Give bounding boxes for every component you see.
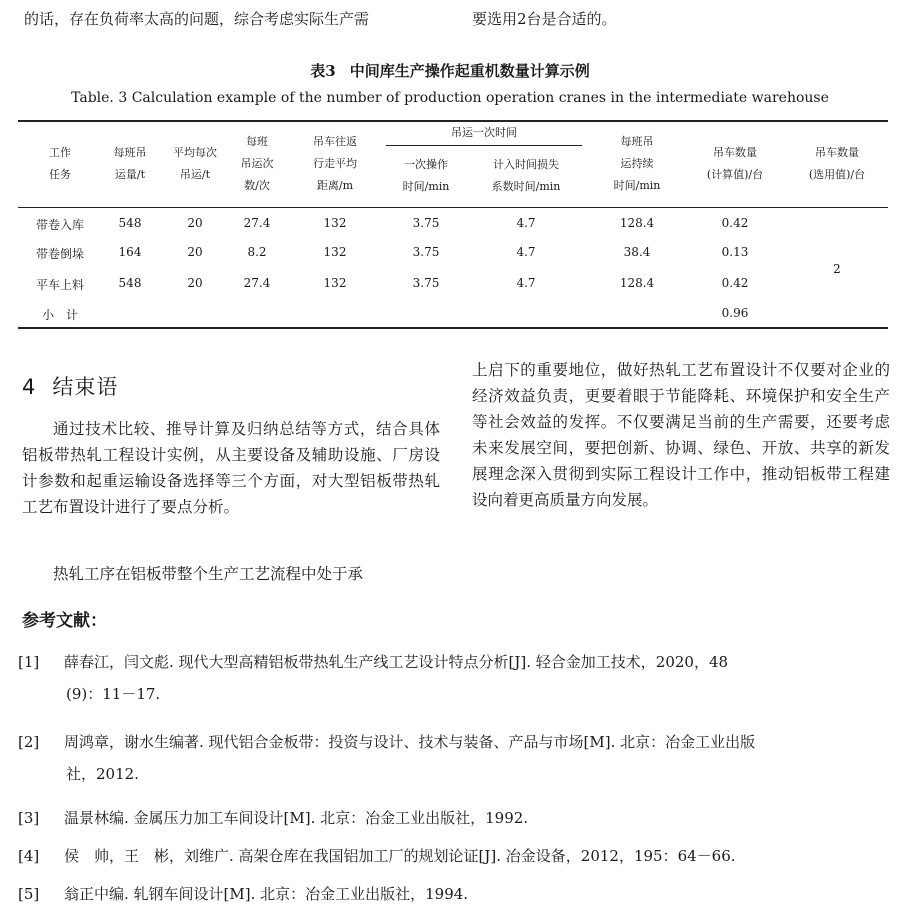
reference-item — [18, 802, 890, 834]
reference-number: [2] — [18, 733, 40, 751]
reference-item — [18, 840, 890, 872]
table-head-rule — [18, 207, 888, 208]
table-title-cn: 中间库生产操作起重机数量计算示例 — [349, 62, 590, 80]
cell-per-shift: 548 — [118, 216, 142, 230]
cell-task: 带卷入库 — [35, 218, 84, 232]
header-per-shift-lifts: 每班 吊运次 数/次 — [240, 135, 274, 192]
subtotal-calc: 0.96 — [721, 306, 749, 320]
top-text-right: 要选用2台是合适的。 — [472, 10, 617, 28]
references-title: 参考文献： — [22, 611, 107, 631]
paragraph-3: 上启下的重要地位，做好热轧工艺布置设计不仅要对企业的经济效益负责，更要着眼于节能降耗、环境保护和安全生产等社会效益的发挥。不仅要满足当前的生产需要，还要考虑未来发展空间，要把创新、协调、绿色、开放、共享的新发展理念深入贯彻到实际工程设计工作中，推动铝板带工程建设向着更高质量方向发展。 — [472, 361, 890, 509]
cell-calc: 0.42 — [721, 216, 749, 230]
cell-distance: 132 — [323, 245, 347, 259]
header-avg-distance: 吊车往返 行走平均 距离/m — [313, 135, 357, 192]
header-continuous-time: 每班吊 运持续 时间/min — [613, 135, 661, 192]
paragraph-2: 热轧工序在铝板带整个生产工艺流程中处于承 — [53, 565, 364, 583]
reference-number: [5] — [18, 885, 40, 903]
cell-lifts: 27.4 — [243, 216, 271, 230]
cell-lifts: 8.2 — [247, 245, 267, 259]
cell-loss-time: 4.7 — [516, 245, 536, 259]
reference-number: [4] — [18, 847, 40, 865]
cell-continuous: 128.4 — [619, 216, 655, 230]
cell-task: 带卷倒垛 — [35, 247, 84, 261]
cell-continuous: 38.4 — [623, 245, 651, 259]
cell-loss-time: 4.7 — [516, 216, 536, 230]
reference-continuation: (9)：11－17. — [66, 685, 161, 703]
table-label: 表3 — [310, 62, 336, 80]
cell-avg: 20 — [187, 245, 203, 259]
cell-loss-time: 4.7 — [516, 276, 536, 290]
header-task: 工作 任务 — [49, 146, 71, 181]
cell-continuous: 128.4 — [619, 276, 655, 290]
subtotal-label: 小 计 — [41, 308, 78, 322]
header-crane-selected: 吊车数量 (选用值)/台 — [808, 146, 866, 181]
table-group-rule — [386, 145, 582, 146]
table-bottom-rule — [18, 327, 888, 329]
cell-task: 平车上料 — [35, 278, 84, 292]
reference-text: 周鸿章，谢水生编著. 现代铝合金板带：投资与设计、技术与装备、产品与市场[M]. 北京：冶金工业出版 — [64, 733, 756, 751]
cell-avg: 20 — [187, 216, 203, 230]
header-per-shift-coils: 每班吊 运量/t — [113, 146, 147, 181]
cell-per-shift: 164 — [118, 245, 142, 259]
section-title — [22, 371, 118, 401]
section-number: 4 — [22, 375, 37, 399]
cell-op-time: 3.75 — [412, 276, 440, 290]
header-loss-time: 计入时间损失 系数时间/min — [491, 158, 561, 193]
cell-lifts: 27.4 — [243, 276, 271, 290]
reference-text: 薛春江，闫文彪. 现代大型高精铝板带热轧生产线工艺设计特点分析[J]. 轻合金加工技术，2020，48 — [64, 653, 729, 671]
reference-text: 温景林编. 金属压力加工车间设计[M]. 北京：冶金工业出版社，1992. — [64, 809, 529, 827]
cell-crane-selected: 2 — [833, 262, 841, 276]
cell-distance: 132 — [323, 276, 347, 290]
table-caption-cn — [0, 60, 900, 81]
header-op-time: 一次操作 时间/min — [402, 158, 450, 193]
cell-per-shift: 548 — [118, 276, 142, 290]
section-heading: 结束语 — [52, 375, 119, 399]
reference-continuation: 社，2012. — [66, 765, 139, 783]
cell-avg: 20 — [187, 276, 203, 290]
cell-distance: 132 — [323, 216, 347, 230]
reference-item — [18, 646, 890, 710]
reference-number: [1] — [18, 653, 40, 671]
reference-item — [18, 726, 890, 790]
header-one-lift-time-group: 吊运一次时间 — [451, 126, 517, 139]
reference-text: 翁正中编. 轧钢车间设计[M]. 北京：冶金工业出版社，1994. — [64, 885, 469, 903]
top-text-left: 的话，存在负荷率太高的问题，综合考虑实际生产需 — [24, 10, 370, 28]
header-avg-per-lift: 平均每次 吊运/t — [173, 146, 217, 181]
reference-number: [3] — [18, 809, 40, 827]
cell-op-time: 3.75 — [412, 216, 440, 230]
cell-calc: 0.42 — [721, 276, 749, 290]
cell-op-time: 3.75 — [412, 245, 440, 259]
reference-text: 侯 帅，王 彬，刘维广. 高架仓库在我国铝加工厂的规划论证[J]. 冶金设备，2012，195：64－66. — [64, 847, 736, 865]
paragraph-1: 通过技术比较、推导计算及归纳总结等方式，结合具体铝板带热轧工程设计实例，从主要设备及辅助设施、厂房设计参数和起重运输设备选择等三个方面，对大型铝板带热轧工艺布置设计进行了要点分析。 — [22, 420, 440, 516]
reference-item — [18, 878, 890, 910]
table-caption-en: Table. 3 Calculation example of the number of production operation cranes in the intermediate warehouse — [71, 90, 829, 106]
header-crane-calc: 吊车数量 (计算值)/台 — [706, 146, 764, 181]
cell-calc: 0.13 — [721, 245, 749, 259]
